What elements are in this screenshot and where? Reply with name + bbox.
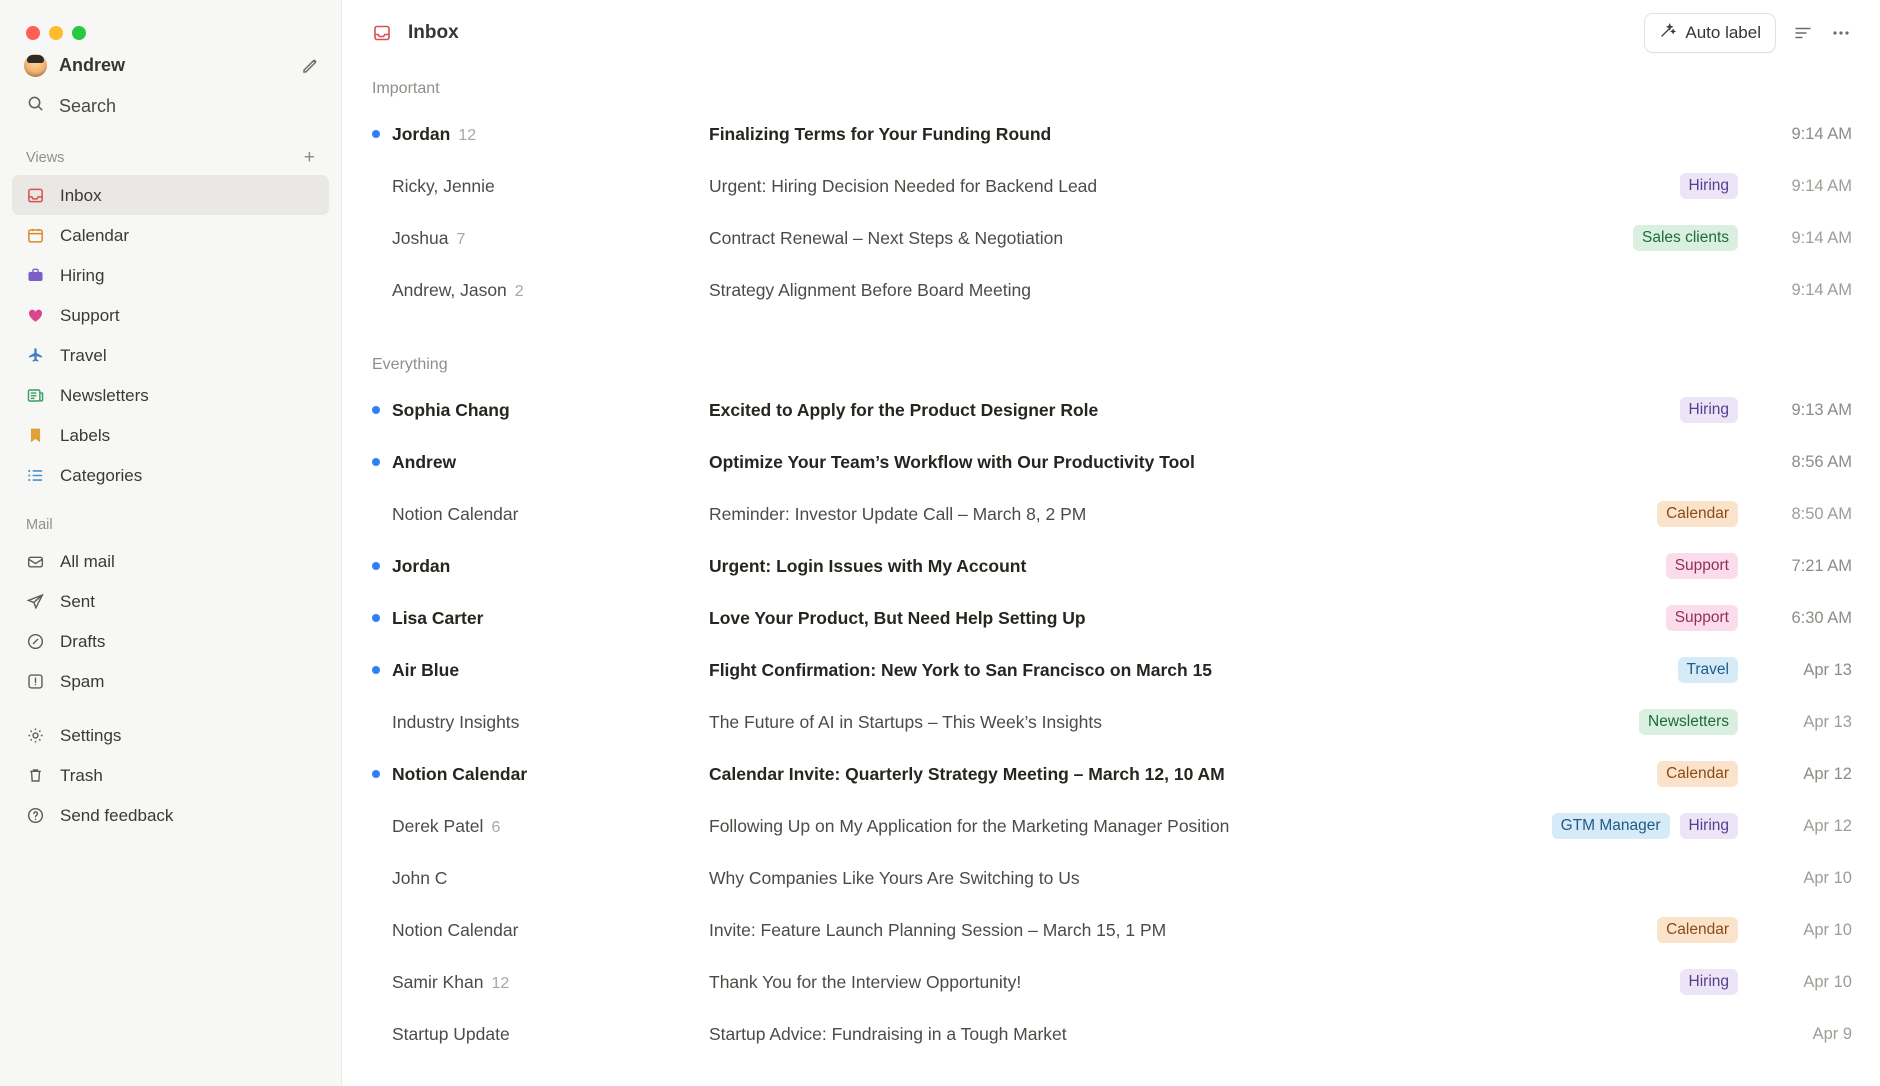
pencil-circle-icon (24, 632, 46, 651)
newspaper-icon (24, 386, 46, 405)
email-sender-name: Lisa Carter (392, 607, 484, 628)
sidebar-item-label: Inbox (60, 185, 102, 205)
email-row[interactable] (342, 904, 1880, 956)
more-horizontal-icon[interactable] (1830, 22, 1852, 44)
email-timestamp: Apr 13 (1803, 660, 1852, 679)
search-input[interactable] (0, 86, 341, 126)
gear-icon (24, 726, 46, 745)
unread-indicator (372, 406, 384, 414)
email-subject: Following Up on My Application for the Marketing Manager Position (709, 815, 1230, 836)
email-timestamp: 7:21 AM (1791, 556, 1852, 575)
email-tags (1678, 657, 1739, 683)
email-tags (1680, 397, 1738, 423)
group-header-everything: Everything (372, 356, 448, 373)
sidebar-item-label: Trash (60, 765, 103, 785)
email-row[interactable] (342, 436, 1880, 488)
mail-stack-icon (24, 552, 46, 571)
important-group (342, 108, 1880, 316)
email-timestamp: Apr 10 (1803, 972, 1852, 991)
sidebar-item-spam[interactable] (12, 661, 329, 701)
email-subject: Love Your Product, But Need Help Setting Up (709, 607, 1086, 628)
email-tags (1657, 501, 1738, 527)
inbox-icon (24, 186, 46, 205)
email-sender (384, 176, 709, 197)
sidebar-item-categories[interactable] (12, 455, 329, 495)
email-subject: Thank You for the Interview Opportunity! (709, 971, 1022, 992)
email-row[interactable] (342, 592, 1880, 644)
email-timestamp: 9:13 AM (1791, 400, 1852, 419)
email-sender (384, 228, 709, 249)
email-subject: Why Companies Like Yours Are Switching to Us (709, 867, 1080, 888)
email-timestamp: Apr 10 (1803, 868, 1852, 887)
email-sender-name: Jordan (392, 123, 451, 144)
filter-icon[interactable] (1792, 22, 1814, 44)
email-subject: Finalizing Terms for Your Funding Round (709, 123, 1052, 144)
email-subject: The Future of AI in Startups – This Week’s Insights (709, 711, 1102, 732)
email-row[interactable] (342, 956, 1880, 1008)
email-timestamp: 9:14 AM (1791, 176, 1852, 195)
email-thread-count: 12 (458, 126, 477, 144)
unread-indicator (372, 130, 384, 138)
email-row[interactable] (342, 1008, 1880, 1060)
email-sender (384, 124, 709, 145)
sidebar-item-label: Calendar (60, 225, 129, 245)
email-list[interactable] (342, 66, 1880, 1086)
email-row[interactable] (342, 160, 1880, 212)
email-timestamp: 9:14 AM (1791, 228, 1852, 247)
spam-icon (24, 672, 46, 691)
email-sender (384, 920, 709, 941)
email-sender-name: Joshua (392, 227, 449, 248)
everything-group (342, 384, 1880, 1060)
email-timestamp: 6:30 AM (1791, 608, 1852, 627)
auto-label-button[interactable] (1644, 13, 1776, 53)
label-badge[interactable]: Support (1666, 605, 1738, 631)
email-sender (384, 660, 709, 681)
email-sender-name: Industry Insights (392, 711, 520, 732)
email-timestamp: Apr 9 (1812, 1024, 1852, 1043)
label-badge[interactable]: Calendar (1657, 761, 1738, 787)
sidebar-item-sent[interactable] (12, 581, 329, 621)
email-subject: Optimize Your Team’s Workflow with Our Productivity Tool (709, 451, 1195, 472)
sidebar-item-label: Sent (60, 591, 95, 611)
label-badge[interactable]: Hiring (1680, 813, 1738, 839)
sidebar-item-label: Spam (60, 671, 105, 691)
email-sender (384, 452, 709, 473)
email-tags (1657, 917, 1738, 943)
sidebar-item-calendar[interactable] (12, 215, 329, 255)
email-subject: Urgent: Hiring Decision Needed for Backend Lead (709, 175, 1098, 196)
email-sender (384, 972, 709, 993)
briefcase-icon (24, 266, 46, 285)
email-sender-name: Jordan (392, 555, 451, 576)
email-sender-name: Ricky, Jennie (392, 175, 495, 196)
email-thread-count: 12 (491, 974, 510, 992)
mail-section-header (0, 495, 341, 541)
avatar (24, 54, 47, 77)
sidebar-item-label: All mail (60, 551, 115, 571)
email-tags (1666, 605, 1738, 631)
email-sender (384, 712, 709, 733)
email-row[interactable] (342, 800, 1880, 852)
email-sender-name: Air Blue (392, 659, 460, 680)
group-header-important: Important (372, 80, 440, 97)
email-row[interactable] (342, 852, 1880, 904)
label-badge[interactable]: Newsletters (1639, 709, 1738, 735)
label-badge[interactable]: Hiring (1680, 173, 1738, 199)
email-row[interactable] (342, 264, 1880, 316)
unread-indicator (372, 666, 384, 674)
label-badge[interactable]: Calendar (1657, 917, 1738, 943)
toolbar (342, 0, 1880, 66)
email-sender (384, 608, 709, 629)
sidebar-item-label: Travel (60, 345, 107, 365)
email-subject: Flight Confirmation: New York to San Francisco on March 15 (709, 659, 1213, 680)
label-badge[interactable]: GTM Manager (1552, 813, 1670, 839)
sidebar-item-label: Newsletters (60, 385, 149, 405)
email-sender (384, 816, 709, 837)
email-subject: Strategy Alignment Before Board Meeting (709, 279, 1031, 300)
minimize-window-button[interactable] (49, 26, 63, 40)
email-row[interactable] (342, 212, 1880, 264)
sidebar (0, 0, 342, 1086)
search-icon (26, 94, 45, 118)
email-sender-name: Startup Update (392, 1023, 510, 1044)
sidebar-item-send-feedback[interactable] (12, 795, 329, 835)
sidebar-item-label: Hiring (60, 265, 105, 285)
sidebar-item-label: Drafts (60, 631, 106, 651)
email-sender (384, 556, 709, 577)
email-sender-name: Andrew (392, 451, 457, 472)
main-panel (342, 0, 1880, 1086)
trash-icon (24, 766, 46, 785)
sidebar-item-drafts[interactable] (12, 621, 329, 661)
unread-indicator (372, 614, 384, 622)
email-timestamp: Apr 12 (1803, 816, 1852, 835)
unread-indicator (372, 562, 384, 570)
label-badge[interactable]: Hiring (1680, 969, 1738, 995)
email-subject: Reminder: Investor Update Call – March 8, 2 PM (709, 503, 1087, 524)
maximize-window-button[interactable] (72, 26, 86, 40)
paper-plane-icon (24, 592, 46, 611)
email-timestamp: Apr 13 (1803, 712, 1852, 731)
sidebar-item-hiring[interactable] (12, 255, 329, 295)
email-row[interactable] (342, 384, 1880, 436)
sidebar-item-all-mail[interactable] (12, 541, 329, 581)
email-sender-name: John C (392, 867, 448, 888)
sidebar-item-label: Send feedback (60, 805, 174, 825)
plus-icon[interactable]: + (303, 147, 315, 168)
email-timestamp: 9:14 AM (1791, 280, 1852, 299)
email-timestamp: Apr 10 (1803, 920, 1852, 939)
email-tags (1639, 709, 1738, 735)
inbox-icon (372, 23, 392, 43)
sidebar-item-label: Settings (60, 725, 122, 745)
views-section-label: Views (26, 149, 65, 166)
sidebar-item-inbox[interactable] (12, 175, 329, 215)
label-badge[interactable]: Sales clients (1633, 225, 1738, 251)
auto-label-button-text: Auto label (1685, 23, 1761, 42)
email-tags (1633, 225, 1738, 251)
mail-section-label: Mail (26, 517, 53, 533)
email-thread-count: 2 (514, 282, 524, 300)
email-timestamp: 8:50 AM (1791, 504, 1852, 523)
email-subject: Invite: Feature Launch Planning Session – March 15, 1 PM (709, 919, 1167, 940)
email-timestamp: 8:56 AM (1791, 452, 1852, 471)
email-tags (1666, 553, 1738, 579)
label-badge[interactable]: Calendar (1657, 501, 1738, 527)
sidebar-item-support[interactable] (12, 295, 329, 335)
email-sender (384, 1024, 709, 1045)
compose-icon[interactable] (301, 55, 321, 75)
close-window-button[interactable] (26, 26, 40, 40)
question-circle-icon (24, 806, 46, 825)
email-tags (1680, 969, 1738, 995)
email-sender-name: Andrew, Jason (392, 279, 507, 300)
email-tags (1552, 813, 1738, 839)
window-controls (0, 0, 341, 44)
email-sender-name: Samir Khan (392, 971, 484, 992)
label-badge[interactable]: Support (1666, 553, 1738, 579)
email-sender (384, 868, 709, 889)
email-sender (384, 504, 709, 525)
label-badge[interactable]: Hiring (1680, 397, 1738, 423)
sidebar-item-label: Support (60, 305, 120, 325)
sidebar-item-label: Labels (60, 425, 111, 445)
list-icon (24, 466, 46, 485)
email-row[interactable] (342, 108, 1880, 160)
page-title: Inbox (408, 22, 459, 43)
email-sender-name: Notion Calendar (392, 763, 528, 784)
email-subject: Excited to Apply for the Product Designer Role (709, 399, 1099, 420)
sidebar-item-label: Categories (60, 465, 143, 485)
email-row[interactable] (342, 644, 1880, 696)
email-tags (1680, 173, 1738, 199)
email-sender-name: Notion Calendar (392, 503, 519, 524)
magic-wand-icon (1659, 22, 1676, 44)
label-badge[interactable]: Travel (1678, 657, 1739, 683)
email-row[interactable] (342, 488, 1880, 540)
unread-indicator (372, 770, 384, 778)
email-row[interactable] (342, 696, 1880, 748)
email-sender (384, 400, 709, 421)
email-sender (384, 764, 709, 785)
email-thread-count: 6 (491, 818, 501, 836)
email-sender-name: Sophia Chang (392, 399, 510, 420)
email-subject: Contract Renewal – Next Steps & Negotiation (709, 227, 1064, 248)
email-sender-name: Derek Patel (392, 815, 484, 836)
sidebar-item-travel[interactable] (12, 335, 329, 375)
bookmark-icon (24, 426, 46, 445)
email-sender-name: Notion Calendar (392, 919, 519, 940)
heart-icon (24, 306, 46, 325)
email-timestamp: 9:14 AM (1791, 124, 1852, 143)
sidebar-item-settings[interactable] (12, 715, 329, 755)
email-row[interactable] (342, 748, 1880, 800)
sidebar-item-newsletters[interactable] (12, 375, 329, 415)
email-timestamp: Apr 12 (1803, 764, 1852, 783)
email-tags (1657, 761, 1738, 787)
sidebar-item-trash[interactable] (12, 755, 329, 795)
account-name: Andrew (59, 54, 126, 75)
account-row[interactable] (0, 44, 341, 86)
email-thread-count: 7 (456, 230, 466, 248)
email-subject: Calendar Invite: Quarterly Strategy Meeting – March 12, 10 AM (709, 763, 1225, 784)
airplane-icon (24, 346, 46, 365)
email-subject: Startup Advice: Fundraising in a Tough Market (709, 1023, 1067, 1044)
email-subject: Urgent: Login Issues with My Account (709, 555, 1027, 576)
calendar-icon (24, 226, 46, 245)
search-placeholder: Search (59, 95, 117, 116)
email-sender (384, 280, 709, 301)
email-row[interactable] (342, 540, 1880, 592)
sidebar-item-labels[interactable] (12, 415, 329, 455)
unread-indicator (372, 458, 384, 466)
views-section-header (0, 126, 341, 175)
